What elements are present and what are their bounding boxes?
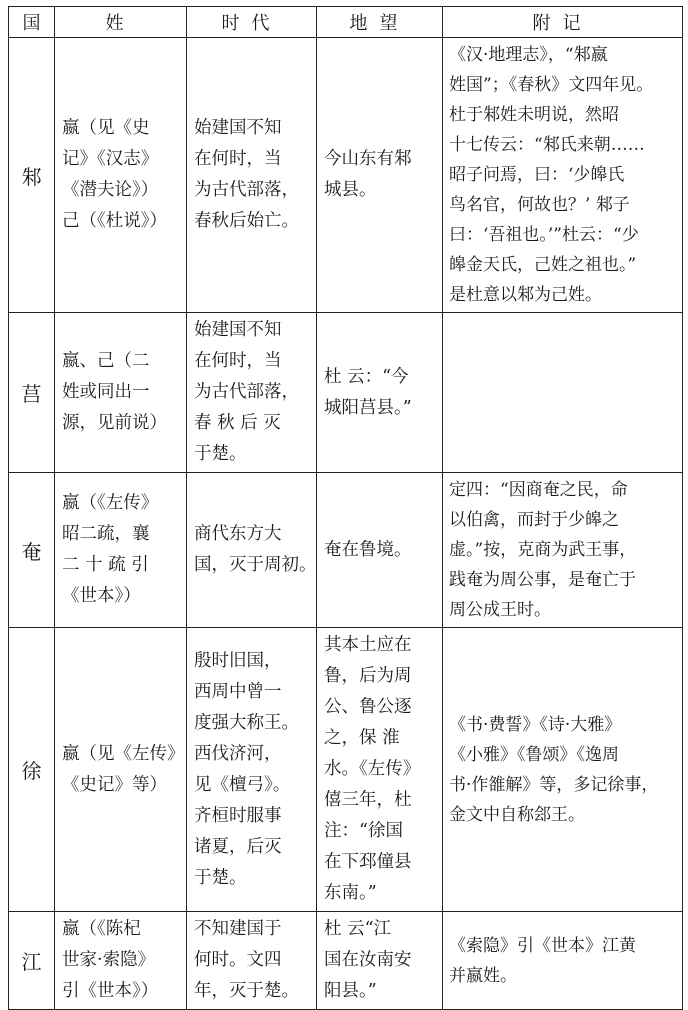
table-row-ju: [9, 313, 683, 473]
cell-text-line: 之，保 淮: [324, 728, 400, 748]
cell-text-line: 阳县。”: [324, 981, 377, 1001]
diwang-cell: [317, 473, 443, 628]
cell-text-line: 践奄为周公事，是奄亡于: [449, 570, 636, 590]
cell-text-line: 齐桓时服事: [194, 805, 282, 826]
cell-text-line: 杜 云：“今: [324, 366, 409, 387]
cell-text-line: 引《世本》）: [62, 981, 159, 1001]
cell-text-line: 城阳莒县。”: [324, 397, 412, 418]
cell-text-line: 在何时，当: [194, 351, 282, 371]
guo-cell: 徐: [9, 628, 55, 912]
cell-text-line: 春 秋 后 灭: [194, 413, 281, 433]
header-fuji: 附记: [443, 7, 683, 38]
cell-text-line: 度强大称王。: [194, 712, 299, 733]
cell-text-line: 昭二疏，襄: [62, 524, 150, 544]
cell-text-line: 嬴（《陈杞: [62, 919, 141, 939]
cell-text-line: 嬴（见《左传》: [62, 743, 185, 764]
fuji-cell: [443, 912, 683, 1010]
cell-text-line: 己（《杜说》）: [62, 211, 167, 231]
cell-text-line: 西周中曾一: [194, 681, 282, 702]
xing-cell: [55, 473, 187, 628]
cell-text-line: 始建国不知: [194, 320, 282, 340]
fuji-cell: [443, 628, 683, 912]
cell-text-line: 为古代部落，: [194, 382, 299, 402]
cell-text-line: 十七传云：“邾氏来朝……: [449, 135, 645, 155]
clan-state-table: [8, 6, 683, 1010]
guo-cell: 邾: [9, 38, 55, 313]
cell-text-line: 注：“徐国: [324, 821, 403, 841]
cell-text-line: 《世本》）: [62, 586, 141, 606]
shidai-cell: [187, 38, 317, 313]
guo-cell: 江: [9, 912, 55, 1010]
table-row-zhu: [9, 38, 683, 313]
xing-cell: [55, 313, 187, 473]
cell-text-line: 曰：‘吾祖也。’”杜云：“少: [449, 225, 639, 245]
cell-text-line: 国，灭于周初。: [194, 555, 317, 575]
shidai-cell: [187, 628, 317, 912]
cell-text-line: 姓国”；《春秋》文四年见。: [449, 75, 654, 95]
diwang-cell: [317, 313, 443, 473]
table-row-jiang: [9, 912, 683, 1010]
shidai-cell: [187, 473, 317, 628]
cell-text-line: 今山东有邾: [324, 149, 412, 169]
cell-text-line: 不知建国于: [194, 919, 282, 939]
cell-text-line: 嬴、己（二: [62, 351, 150, 371]
table-row-xu: [9, 628, 683, 912]
fuji-cell: [443, 313, 683, 473]
shidai-cell: [187, 313, 317, 473]
cell-text-line: 金文中自称郐王。: [449, 804, 585, 825]
xing-cell: [55, 628, 187, 912]
fuji-cell: [443, 38, 683, 313]
cell-text-line: 奄在鲁境。: [324, 539, 412, 560]
cell-text-line: 水。《左传》: [324, 759, 421, 779]
header-guo: 国: [9, 7, 55, 38]
cell-text-line: 杜于邾姓未明说，然昭: [449, 105, 619, 125]
cell-text-line: 于楚。: [194, 444, 247, 464]
xing-cell: [55, 38, 187, 313]
cell-text-line: 《小雅》《鲁颂》《逸周: [449, 744, 619, 765]
header-diwang: 地望: [317, 7, 443, 38]
cell-text-line: 昭子问焉，曰：‘少皞氏: [449, 165, 625, 185]
cell-text-line: 《索隐》引《世本》江黄: [449, 935, 636, 956]
table-row-yan: [9, 473, 683, 628]
cell-text-line: 姓或同出一: [62, 382, 150, 402]
cell-text-line: 是杜意以邾为己姓。: [449, 285, 602, 305]
cell-text-line: 嬴（见《史: [62, 118, 150, 138]
diwang-cell: [317, 38, 443, 313]
cell-text-line: 源，见前说）: [62, 413, 167, 433]
cell-text-line: 定四：“因商奄之民，命: [449, 480, 628, 500]
header-xing: 姓: [55, 7, 187, 38]
cell-text-line: 《汉·地理志》，“邾嬴: [449, 45, 608, 65]
header-shidai: 时代: [187, 7, 317, 38]
cell-text-line: 见《檀弓》。: [194, 774, 291, 795]
cell-text-line: 《潜夫论》）: [62, 180, 159, 200]
cell-text-line: 《史记》等）: [62, 774, 167, 795]
cell-text-line: 杜 云“江: [324, 919, 392, 939]
xing-cell: [55, 912, 187, 1010]
cell-text-line: 其本土应在: [324, 635, 412, 655]
diwang-cell: [317, 912, 443, 1010]
cell-text-line: 在何时，当: [194, 149, 282, 169]
cell-text-line: 城县。: [324, 180, 377, 200]
cell-text-line: 并嬴姓。: [449, 965, 517, 986]
cell-text-line: 始建国不知: [194, 118, 282, 138]
cell-text-line: 以伯禽，而封于少皞之: [449, 510, 619, 530]
cell-text-line: 僖三年，杜: [324, 790, 412, 810]
cell-text-line: 殷时旧国，: [194, 650, 282, 671]
cell-text-line: 公、鲁公逐: [324, 697, 412, 717]
cell-text-line: 西伐济河，: [194, 743, 282, 764]
cell-text-line: 何时。文四: [194, 950, 282, 970]
cell-text-line: 商代东方大: [194, 524, 282, 544]
cell-text-line: 嬴（《左传》: [62, 493, 159, 513]
cell-text-line: 记》《汉志》: [62, 149, 159, 169]
header-row: [9, 7, 683, 38]
cell-text-line: 皞金天氏，己姓之祖也。”: [449, 255, 637, 275]
shidai-cell: [187, 912, 317, 1010]
cell-text-line: 为古代部落，: [194, 180, 299, 200]
fuji-cell: [443, 473, 683, 628]
cell-text-line: 鸟名官，何故也？’ 邾子: [449, 195, 630, 215]
guo-cell: 奄: [9, 473, 55, 628]
cell-text-line: 年，灭于楚。: [194, 981, 299, 1001]
cell-text-line: 二 十 疏 引: [62, 555, 149, 575]
cell-text-line: 于楚。: [194, 867, 247, 888]
cell-text-line: 诸夏，后灭: [194, 836, 282, 857]
cell-text-line: 东南。”: [324, 883, 377, 903]
cell-text-line: 《书·费誓》《诗·大雅》: [449, 714, 622, 735]
cell-text-line: 春秋后始亡。: [194, 211, 299, 231]
cell-text-line: 在下邳僮县: [324, 852, 412, 872]
cell-text-line: 鲁，后为周: [324, 666, 412, 686]
cell-text-line: 周公成王时。: [449, 600, 551, 620]
cell-text-line: 国在汝南安: [324, 950, 412, 970]
cell-text-line: 书·作雒解》等，多记徐事，: [449, 774, 659, 795]
guo-cell: 莒: [9, 313, 55, 473]
cell-text-line: 虚。”按，克商为武王事，: [449, 540, 637, 560]
diwang-cell: [317, 628, 443, 912]
cell-text-line: 世家·索隐》: [62, 950, 156, 970]
